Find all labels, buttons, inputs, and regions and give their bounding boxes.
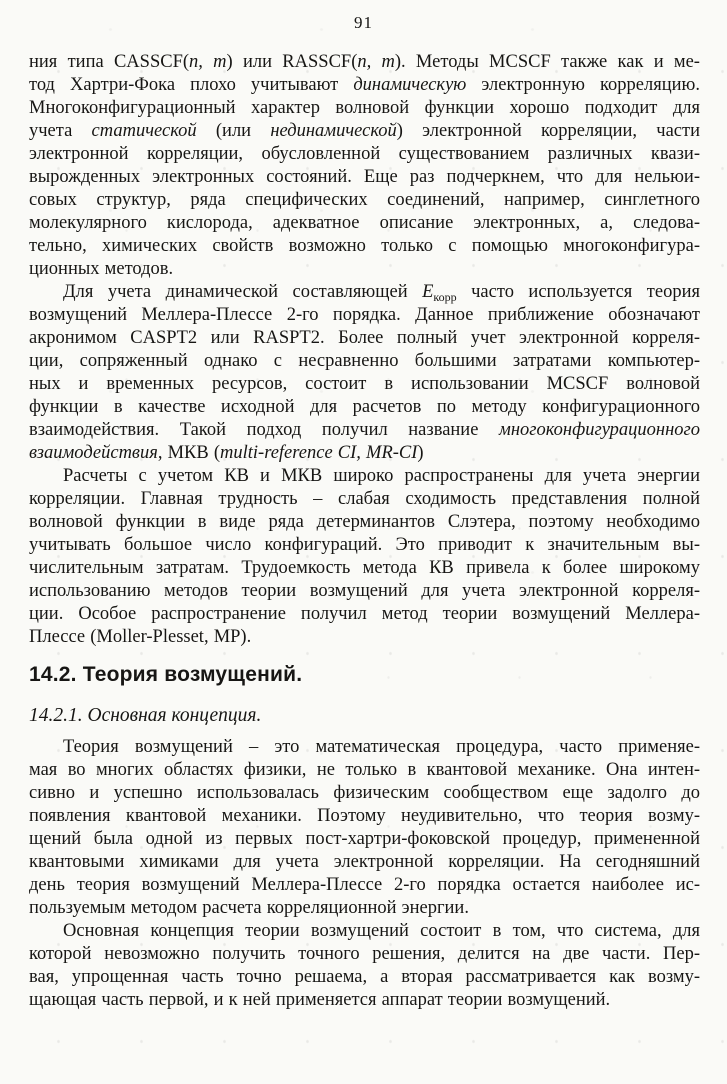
paragraph-group-bottom bbox=[29, 736, 700, 1012]
text-line: ции, сопряженный однако с несравненно большими затратами компьютер- bbox=[29, 351, 700, 371]
text-line: тельно, химических свойств возможно только с помощью многоконфигура- bbox=[29, 236, 700, 256]
text-line: квантовыми химиками для учета электронной корреляции. На сегодняшний bbox=[29, 852, 700, 872]
text-line: сивно и успешно использовалась физическим сообществом еще задолго до bbox=[29, 783, 700, 803]
text-line: учитывать большое число конфигураций. Это приводит к значительным вы- bbox=[29, 535, 700, 555]
text-line: учета статической (или нединамической) электронной корреляции, части bbox=[29, 121, 700, 141]
text-line: взаимодействия, МКВ (multi-reference CI, MR-CI) bbox=[29, 443, 424, 463]
text-line: ных и временных ресурсов, состоит в использовании MCSCF волновой bbox=[29, 374, 700, 394]
paragraph-perturbation-intro bbox=[29, 736, 700, 920]
text-line: вырожденных электронных состояний. Еще раз подчеркнем, что для нельюи- bbox=[29, 167, 700, 187]
text-line: волновой функции в виде ряда детерминантов Слэтера, поэтому необходимо bbox=[29, 512, 700, 532]
text-line: Плессе (Moller-Plesset, MP). bbox=[29, 627, 252, 647]
paragraph-main-concept bbox=[29, 920, 700, 1012]
text-line: использованию методов теории возмущений для учета электронной корреля- bbox=[29, 581, 700, 601]
text-line: Для учета динамической составляющей $E_{корр}$ часто используется теория bbox=[63, 282, 700, 304]
text-line: ния типа CASSCF(n, m) или RASSCF(n, m). Методы MCSCF также как и ме- bbox=[29, 52, 700, 72]
paragraph-caspt2 bbox=[29, 281, 700, 465]
text-line: день теория возмущений Меллера-Плессе 2-го порядка остается наиболее ис- bbox=[29, 875, 700, 895]
text-line: пользуемым методом расчета корреляционной энергии. bbox=[29, 898, 469, 918]
text-line: Теория возмущений – это математическая процедура, часто применяе- bbox=[63, 737, 700, 757]
text-line: щений была одной из первых пост-хартри-фоковской процедур, примененной bbox=[29, 829, 700, 849]
text-line: Основная концепция теории возмущений состоит в том, что система, для bbox=[63, 921, 700, 941]
text-line: электронной корреляции, обусловленной существованием различных квази- bbox=[29, 144, 700, 164]
text-line: молекулярного кислорода, адекватное описание электронных, а, следова- bbox=[29, 213, 700, 233]
text-line: взаимодействия. Такой подход получил название многоконфигурационного bbox=[29, 420, 700, 440]
text-line: тод Хартри-Фока плохо учитывают динамическую электронную корреляцию. bbox=[29, 75, 700, 95]
subsection-heading: 14.2.1. Основная концепция. bbox=[29, 705, 262, 726]
section-heading: 14.2. Теория возмущений. bbox=[29, 663, 303, 686]
text-line: щающая часть первой, и к ней применяется аппарат теории возмущений. bbox=[29, 990, 611, 1010]
paragraph-mcscf-continuation bbox=[29, 51, 700, 281]
text-line: акронимом CASPT2 или RASPT2. Более полный учет электронной корреля- bbox=[29, 328, 700, 348]
paragraph-group-top bbox=[29, 51, 700, 649]
text-line: Расчеты с учетом КВ и МКВ широко распространены для учета энергии bbox=[63, 466, 700, 486]
text-line: совых структур, ряда специфических соединений, например, синглетного bbox=[29, 190, 700, 210]
text-line: Многоконфигурационный характер волновой функции хорошо подходит для bbox=[29, 98, 700, 118]
text-line: возмущений Меллера-Плессе 2-го порядка. Данное приближение обозначают bbox=[29, 305, 700, 325]
text-line: числительным затратам. Трудоемкость метода КВ привела к более широкому bbox=[29, 558, 700, 578]
text-line: ции. Особое распространение получил метод теории возмущений Меллера- bbox=[29, 604, 700, 624]
text-line: которой невозможно получить точного решения, делится на две части. Пер- bbox=[29, 944, 700, 964]
paragraph-kv-mkv bbox=[29, 465, 700, 649]
text-line: корреляции. Главная трудность – слабая сходимость представления полной bbox=[29, 489, 700, 509]
text-line: вая, упрощенная часть точно решаема, а вторая рассматривается как возму- bbox=[29, 967, 700, 987]
text-line: функции в качестве исходной для расчетов по методу конфигурационного bbox=[29, 397, 700, 417]
text-line: мая во многих областях физики, не только в квантовой механике. Она интен- bbox=[29, 760, 700, 780]
page-number: 91 bbox=[354, 13, 373, 32]
text-line: ционных методов. bbox=[29, 259, 174, 279]
page-content bbox=[29, 51, 700, 1012]
text-line: появления квантовой механики. Поэтому неудивительно, что теория возму- bbox=[29, 806, 700, 826]
